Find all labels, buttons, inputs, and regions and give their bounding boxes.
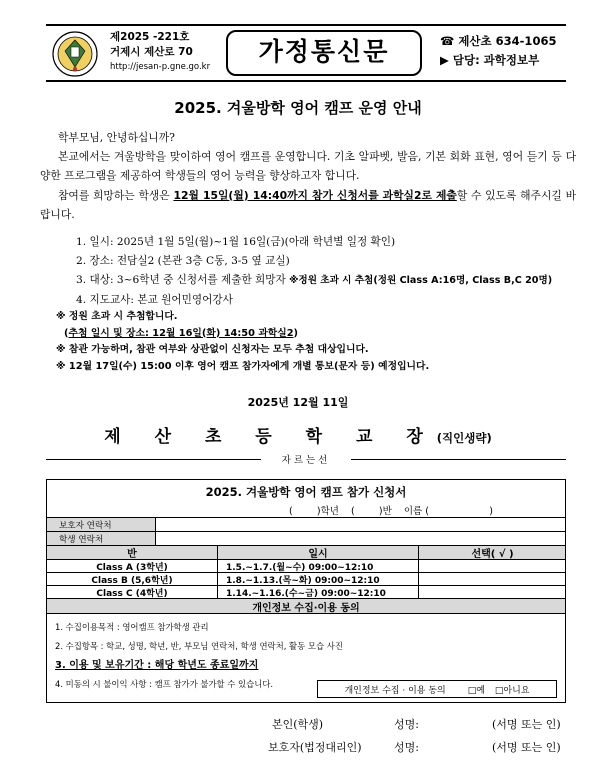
guardian-name-label: 성명: bbox=[394, 741, 419, 754]
capacity-note: ※정원 초과 시 추첨(정원 Class A:16명, Class B,C 20명) bbox=[289, 275, 553, 287]
guardian-contact-row bbox=[47, 517, 565, 531]
consent-no-checkbox[interactable]: □아니요 bbox=[494, 685, 530, 696]
list-item: 3. 대상: 3~6학년 중 신청서를 제출한 희망자 ※정원 초과 시 추첨(정원 Class A:16명, Class B,C 20명) bbox=[76, 274, 553, 287]
table-row: Class C (4학년) 1.14.~1.16.(수~금) 09:00~12:10 bbox=[47, 585, 565, 598]
privacy-item: 2. 수집항목 : 학교, 성명, 학년, 반, 부모님 연락처, 학생 연락처, 활동 모습 사진 bbox=[55, 641, 343, 651]
student-contact-input[interactable] bbox=[156, 532, 566, 545]
issue-date: 2025년 12월 11일 bbox=[247, 396, 349, 409]
deadline-highlight: 12월 15일(월) 14:40까지 참가 신청서를 과학실2로 제출 bbox=[173, 188, 457, 202]
col-select: 선택( √ ) bbox=[471, 549, 514, 560]
note-observation: ※ 참관 가능하며, 참관 여부와 상관없이 신청자는 모두 추첨 대상입니다. bbox=[56, 344, 369, 355]
header-contact bbox=[440, 32, 556, 70]
list-item: 4. 지도교사: 본교 원어민영어강사 bbox=[76, 293, 233, 306]
select-class-b[interactable] bbox=[419, 573, 566, 585]
guardian-sign-row bbox=[0, 739, 596, 755]
student-sign-row bbox=[0, 716, 596, 732]
student-contact-label: 학생 연락처 bbox=[47, 532, 155, 545]
schedule-header-row bbox=[47, 545, 565, 559]
privacy-header-row bbox=[47, 598, 565, 613]
paragraph-1: 본교에서는 겨울방학을 맞이하여 영어 캠프를 운영합니다. 기초 알파벳, 발음, 기본 회화 표현, 영어 듣기 등 다양한 프로그램을 제공하여 학생들의 영어 능력을 향상하고자 합니다. bbox=[40, 150, 576, 183]
document-title: 2025. 겨울방학 영어 캠프 운영 안내 bbox=[174, 99, 422, 117]
note-lottery-time: (추첨 일시 및 장소: 12월 16일(화) 14:50 과학실2) bbox=[64, 327, 299, 339]
greeting: 학부모님, 안녕하십니까? bbox=[58, 131, 175, 144]
student-name-label: 성명: bbox=[394, 718, 419, 731]
school-address: 거제시 제산로 70 bbox=[110, 46, 193, 58]
note-notification: ※ 12월 17일(수) 15:00 이후 영어 캠프 참가자에게 개별 통보(문자 등) 예정입니다. bbox=[56, 360, 430, 372]
header-info bbox=[110, 30, 210, 75]
cut-line bbox=[46, 452, 566, 466]
select-class-a[interactable] bbox=[419, 560, 566, 572]
body-text bbox=[40, 128, 576, 224]
student-label: 본인(학생) bbox=[272, 718, 324, 731]
form-title: 2025. 겨울방학 영어 캠프 참가 신청서 bbox=[205, 485, 407, 499]
table-row: Class B (5,6학년) 1.8.~1.13.(목~화) 09:00~12:10 bbox=[47, 572, 565, 585]
consent-yes-checkbox[interactable]: □예 bbox=[467, 685, 485, 696]
student-sign-field[interactable]: (서명 또는 인) bbox=[492, 718, 561, 731]
notes bbox=[56, 309, 429, 375]
issue-number: 제2025 -221호 bbox=[110, 31, 190, 43]
privacy-item: 3. 이용 및 보유기간 : 해당 학년도 종료일까지 bbox=[55, 660, 259, 671]
seal-note: (직인생략) bbox=[436, 431, 492, 445]
guardian-label: 보호자(법정대리인) bbox=[268, 741, 362, 754]
principal-signature: 제 산 초 등 학 교 장(직인생략) bbox=[104, 427, 492, 447]
consent-box bbox=[317, 680, 557, 698]
letter-type-title: 가정통신문 bbox=[226, 30, 422, 76]
student-contact-row bbox=[47, 531, 565, 545]
consent-label: 개인정보 수집 · 이용 동의 bbox=[344, 685, 446, 696]
guardian-sign-field[interactable]: (서명 또는 인) bbox=[492, 741, 561, 754]
privacy-title: 개인정보 수집·이용 동의 bbox=[252, 602, 360, 614]
col-date: 일시 bbox=[308, 549, 328, 560]
school-url[interactable]: http://jesan-p.gne.go.kr bbox=[110, 62, 211, 72]
letter-header bbox=[46, 24, 566, 82]
guardian-contact-input[interactable] bbox=[156, 518, 566, 531]
phone-number: ☎ 제산초 634-1065 bbox=[440, 34, 557, 48]
guardian-contact-label: 보호자 연락처 bbox=[47, 518, 155, 531]
detail-list bbox=[76, 233, 552, 310]
list-item: 1. 일시: 2025년 1월 5일(월)~1월 16일(금)(아래 학년별 일정 확인) bbox=[76, 236, 396, 248]
school-logo-icon bbox=[52, 31, 98, 77]
note-lottery: ※ 정원 초과 시 추첨합니다. bbox=[56, 311, 178, 322]
paragraph-2: 참여를 희망하는 학생은 12월 15일(월) 14:40까지 참가 신청서를 과학실2로 제출할 수 있도록 해주시길 바랍니다. bbox=[40, 188, 576, 221]
department: ▶ 담당: 과학정보부 bbox=[440, 53, 540, 67]
col-class: 반 bbox=[127, 549, 137, 560]
list-item: 2. 장소: 전담실2 (본관 3층 C동, 3-5 옆 교실) bbox=[76, 255, 290, 268]
table-row: Class A (3학년) 1.5.~1.7.(월~수) 09:00~12:10 bbox=[47, 559, 565, 572]
privacy-item: 1. 수집이용목적 : 영어캠프 참가학생 관리 bbox=[55, 622, 209, 632]
cut-label: 자르는선 bbox=[278, 452, 335, 466]
privacy-item: 4. 미동의 시 불이익 사항 : 캠프 참가가 불가할 수 있습니다. bbox=[55, 679, 274, 689]
select-class-c[interactable] bbox=[419, 586, 566, 598]
student-info-field[interactable]: ( )학년 ( )반 이름 ( ) bbox=[289, 506, 494, 517]
application-form bbox=[46, 479, 566, 703]
